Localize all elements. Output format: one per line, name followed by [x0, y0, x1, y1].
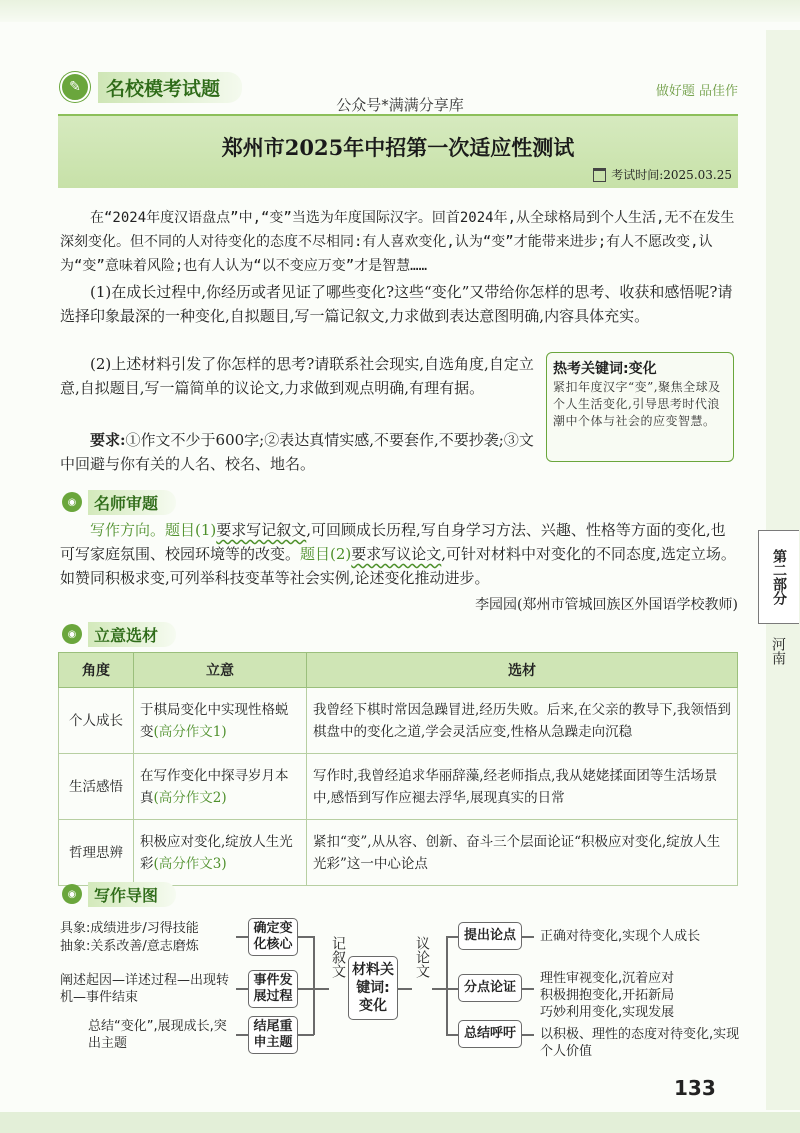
col-idea: 立意: [134, 653, 307, 688]
col-material: 选材: [307, 653, 738, 688]
table-row: [59, 820, 738, 886]
connector: [298, 936, 314, 938]
teacher-credit: 李园园(郑州市管城回族区外国语学校教师): [475, 597, 738, 613]
guide-icon: ◉: [62, 884, 82, 904]
hot-keyword-box: [546, 352, 734, 462]
row-idea: [134, 688, 307, 754]
row-angle: 个人成长: [59, 688, 134, 754]
connector: [446, 936, 458, 938]
review-t2-label: 题目(2): [300, 545, 352, 563]
connector: [446, 936, 448, 1035]
connector: [522, 1034, 534, 1036]
essay-tag: (高分作文2): [153, 789, 227, 806]
exam-time: [593, 166, 732, 183]
right-label: 巧妙利用变化,实现发展: [540, 1005, 675, 1020]
connector: [432, 988, 446, 990]
review-lead: 写作方向。: [90, 521, 166, 539]
left-node: 确定变化核心: [248, 918, 298, 956]
row-idea: [134, 820, 307, 886]
selection-table: [58, 652, 738, 886]
connector: [522, 988, 534, 990]
bottom-band: [0, 1112, 800, 1133]
review-text: [60, 518, 740, 590]
requirements-text: ①作文不少于600字;②表达真情实感,不要套作,不要抄袭;③文中回避与你有关的人名、校名、地名。: [60, 431, 534, 473]
side-part-tab: 第二部分: [758, 530, 799, 624]
review-heading: [62, 490, 176, 514]
right-label: 积极拥抱变化,开拓新局: [540, 988, 675, 1003]
slogan: 做好题 品佳作: [655, 84, 738, 99]
connector: [313, 988, 329, 990]
prompt-task-2: (2)上述材料引发了你怎样的思考?请联系社会现实,自选角度,自定立意,自拟题目,写一篇简单的议论文,力求做到观点明确,有理有据。: [60, 355, 534, 397]
exam-time-text: 考试时间:2025.03.25: [611, 168, 732, 182]
left-node: 结尾重申主题: [248, 1016, 298, 1054]
review-t1-text: ,可回顾成长历程,写自身学习方法、兴趣、性格等方面的变化,也可写家庭氛围、校园环境等的改变。: [60, 521, 726, 563]
selection-heading: [62, 622, 176, 646]
selection-icon: ◉: [62, 624, 82, 644]
review-heading-text: 名师审题: [88, 490, 176, 515]
watermark: 公众号*满满分享库: [336, 96, 464, 114]
table-row: [59, 754, 738, 820]
page-number: 133: [674, 1076, 716, 1100]
connector: [236, 936, 248, 938]
exam-title-box: [58, 114, 738, 188]
row-angle: 生活感悟: [59, 754, 134, 820]
right-label: 正确对待变化,实现个人成长: [540, 929, 701, 944]
review-t1-label: 题目(1): [165, 521, 217, 539]
left-label: 抽象:关系改善/意志磨炼: [60, 939, 199, 954]
side-province: 河南: [770, 637, 786, 665]
right-label: 以积极、理性的态度对待变化,实现个人价值: [540, 1027, 740, 1059]
top-band: [0, 0, 800, 22]
right-label: 理性审视变化,沉着应对: [540, 971, 675, 986]
prompt-task-1: (1)在成长过程中,你经历或者见证了哪些变化?这些“变化”又带给你怎样的思考、收获和感悟呢?请选择印象最深的一种变化,自拟题目,写一篇记叙文,力求做到表达意图明确,内容具体充实。: [60, 283, 733, 325]
review-icon: ◉: [62, 492, 82, 512]
row-angle: 哲理思辨: [59, 820, 134, 886]
row-idea: [134, 754, 307, 820]
left-label: 总结“变化”,展现成长,突出主题: [88, 1019, 227, 1051]
requirements-label: 要求:: [90, 431, 126, 449]
col-angle: 角度: [59, 653, 134, 688]
hot-keyword-title: 热考关键词:变化: [553, 361, 657, 377]
section-label: 名校模考试题: [98, 72, 242, 103]
selection-heading-text: 立意选材: [88, 622, 176, 647]
connector: [398, 988, 412, 990]
exam-title: 郑州市2025年中招第一次适应性测试: [221, 135, 575, 160]
row-material: 紧扣“变”,从从容、创新、奋斗三个层面论证“积极应对变化,绽放人生光彩”这一中心论点: [307, 820, 738, 886]
center-node: 材料关键词:变化: [348, 956, 398, 1020]
guide-heading-text: 写作导图: [88, 882, 176, 907]
left-label: 阐述起因—详述过程—出现转机—事件结束: [60, 973, 230, 1005]
connector: [236, 988, 248, 990]
connector: [298, 1034, 314, 1036]
right-node: 总结呼吁: [458, 1020, 522, 1048]
connector: [446, 988, 458, 990]
prompt-intro: 在“2024年度汉语盘点”中,“变”当选为年度国际汉字。回首2024年,从全球格局到个人生活,无不在发生深刻变化。但不同的人对待变化的态度不尽相同:有人喜欢变化,认为“变”才能带来进步;有人不愿改变,认为“变”意味着风险;也有人认为“以不变应万变”才是智慧……: [60, 210, 735, 274]
right-node: 分点论证: [458, 974, 522, 1002]
essay-tag: (高分作文3): [153, 855, 227, 872]
guide-heading: [62, 882, 176, 906]
hot-keyword-body: 紧扣年度汉字“变”,聚焦全球及个人生活变化,引导思考时代浪潮中个体与社会的应变智慧。: [553, 380, 721, 428]
pen-icon: ✎: [60, 72, 90, 102]
narrative-label: 记叙文: [330, 936, 346, 978]
left-label: 具象:成绩进步/习得技能: [60, 921, 199, 936]
connector: [313, 936, 315, 1035]
row-material: 写作时,我曾经追求华丽辞藻,经老师指点,我从姥姥揉面团等生活场景中,感悟到写作应褪去浮华,展现真实的日常: [307, 754, 738, 820]
connector: [522, 936, 534, 938]
table-row: [59, 688, 738, 754]
connector: [298, 988, 314, 990]
right-node: 提出论点: [458, 922, 522, 950]
prompt-requirements: [60, 428, 538, 476]
review-t2-req: 要求写议论文: [351, 545, 442, 563]
writing-mind-map: [60, 912, 740, 1062]
idea-text: 积极应对变化,绽放人生光彩: [140, 833, 293, 872]
idea-text: 于棋局变化中实现性格蜕变: [140, 701, 289, 740]
review-t2-text: ,可针对材料中对变化的不同态度,选定立场。如赞同积极求变,可列举科技变革等社会实例,论述变化推动进步。: [60, 545, 736, 587]
connector: [236, 1034, 248, 1036]
idea-text: 在写作变化中探寻岁月本真: [140, 767, 289, 806]
calendar-icon: [593, 168, 606, 182]
table-header-row: [59, 653, 738, 688]
row-material: 我曾经下棋时常因急躁冒进,经历失败。后来,在父亲的教导下,我领悟到棋盘中的变化之道,学会灵活应变,性格从急躁走向沉稳: [307, 688, 738, 754]
essay-tag: (高分作文1): [153, 723, 227, 740]
review-t1-req: 要求写记叙文: [216, 521, 307, 539]
argument-label: 议论文: [414, 936, 430, 978]
connector: [446, 1034, 458, 1036]
left-node: 事件发展过程: [248, 970, 298, 1008]
